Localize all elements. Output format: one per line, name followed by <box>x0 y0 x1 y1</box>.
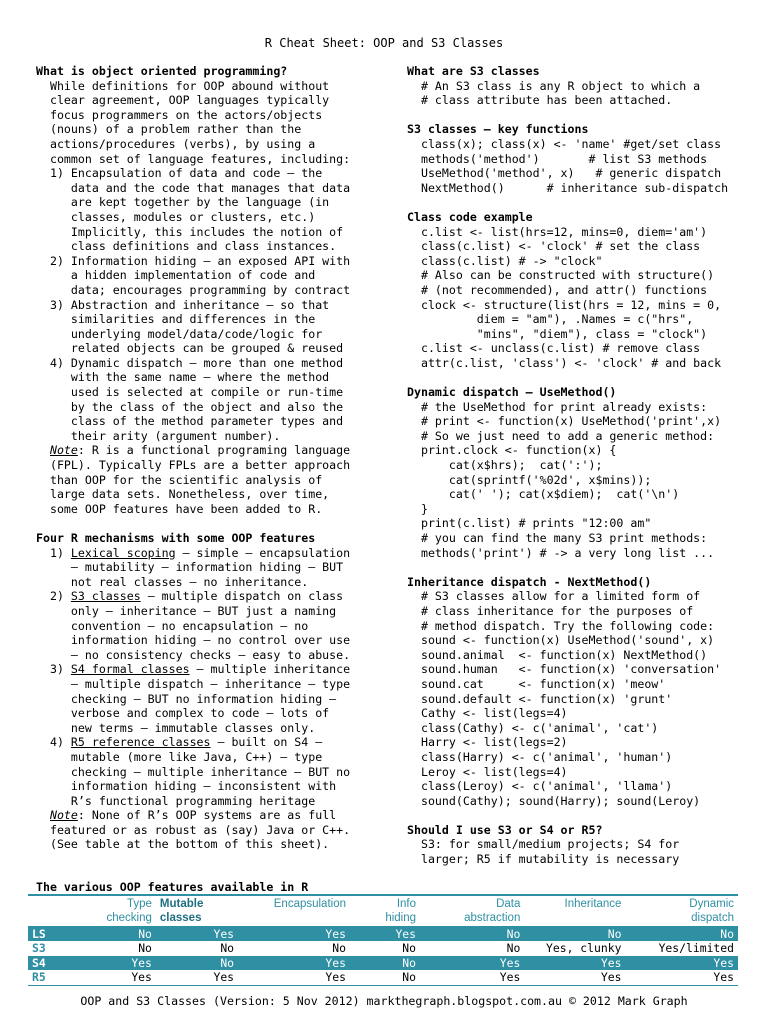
text-line: – no consistency checks – easy to abuse. <box>36 647 351 662</box>
footer: OOP and S3 Classes (Version: 5 Nov 2012) markthegraph.blogspot.com.au © 2012 Mark Graph <box>80 994 688 1008</box>
text-line: data and the code that manages that data <box>36 180 351 195</box>
oop-heading: What is object oriented programming? <box>36 64 288 78</box>
text-line: cat(sprintf('%02d', x$mins)); <box>407 472 652 487</box>
lexical-scoping-link: Lexical scoping <box>70 545 176 560</box>
text-line: class(c.list) # -> "clock" <box>407 253 603 268</box>
should-i-use-text <box>407 837 747 866</box>
table-header: Info hiding <box>385 898 417 924</box>
s4-formal-classes-link: S4 formal classes <box>70 662 190 677</box>
text-line: information hiding – inconsistent with <box>36 779 337 794</box>
text-line: 4) Dynamic dispatch – more than one method <box>36 355 344 370</box>
text-line: # So we just need to add a generic method: <box>407 428 715 443</box>
text-line: only – inheritance – BUT just a naming <box>36 603 337 618</box>
table-row: R5 Yes Yes Yes No Yes Yes Yes <box>28 970 738 985</box>
text-line: larger; R5 if mutability is necessary <box>407 852 680 867</box>
text-line: their arity (argument number). <box>36 428 281 443</box>
text-line: class(Leroy) <- c('animal', 'llama') <box>407 779 673 794</box>
text-line: some OOP features have been added to R. <box>36 501 323 516</box>
page-title: R Cheat Sheet: OOP and S3 Classes <box>264 36 504 50</box>
r5-reference-classes-link: R5 reference classes <box>70 735 211 750</box>
right-column <box>407 64 747 867</box>
text-line: – mutability – information hiding – BUT <box>36 560 344 575</box>
mechanism-s4-classes: 3) S4 formal classes – multiple inheritance <box>36 662 351 677</box>
table-header: Inheritance <box>564 898 622 910</box>
text-line: related objects can be grouped & reused <box>36 341 344 356</box>
text-line: sound.human <- function(x) 'conversation' <box>407 662 722 677</box>
text-line: mutable (more like Java, C++) – type <box>36 749 323 764</box>
class-example-code <box>407 225 747 371</box>
text-line: used is selected at compile or run-time <box>36 385 344 400</box>
text-line: # the UseMethod for print already exists: <box>407 399 708 414</box>
text-line: not real classes – no inheritance. <box>36 574 309 589</box>
text-line: } <box>407 501 428 516</box>
text-line: 3) Abstraction and inheritance – so that <box>36 297 330 312</box>
text-line: class of the method parameter types and <box>36 414 344 429</box>
text-line: large data sets. Nonetheless, over time, <box>36 487 330 502</box>
note-label: Note <box>49 808 78 823</box>
text-line: sound.cat <- function(x) 'meow' <box>407 676 666 691</box>
text-line: print(c.list) # prints "12:00 am" <box>407 516 652 531</box>
table-header: Data abstraction <box>464 898 521 924</box>
inheritance-heading: Inheritance dispatch - NextMethod() <box>407 574 652 589</box>
text-line: underlying model/data/code/logic for <box>36 326 323 341</box>
text-line: sound.animal <- function(x) NextMethod() <box>407 647 708 662</box>
table-header: Encapsulation <box>273 898 346 910</box>
table-row: S4 Yes No Yes No Yes Yes Yes <box>28 956 738 970</box>
text-line: class(Cathy) <- c('animal', 'cat') <box>407 720 659 735</box>
text-line: sound(Cathy); sound(Harry); sound(Leroy) <box>407 793 701 808</box>
mechanism-s3-classes: 2) S3 classes – multiple dispatch on class <box>36 589 344 604</box>
table-header: Type checking <box>106 898 152 924</box>
text-line: new terms – immutable classes only. <box>36 720 316 735</box>
mechanisms-heading: Four R mechanisms with some OOP features <box>36 531 316 545</box>
text-line: S3: for small/medium projects; S4 for <box>407 837 680 852</box>
text-line: (nouns) of a problem rather than the <box>36 122 302 137</box>
text-line: Implicitly, this includes the notion of <box>36 224 344 239</box>
inheritance-code <box>407 589 747 808</box>
mechanism-r5-classes: 4) R5 reference classes – built on S4 – <box>36 735 323 750</box>
oop-definition-block <box>36 79 396 444</box>
text-line: a hidden implementation of code and <box>36 268 316 283</box>
text-line: are kept together by the language (in <box>36 195 330 210</box>
text-line: c.list <- unclass(c.list) # remove class <box>407 341 701 356</box>
text-line: sound.default <- function(x) 'grunt' <box>407 691 673 706</box>
s3-heading: What are S3 classes <box>407 64 540 78</box>
text-line: class(x); class(x) <- 'name' #get/set class <box>407 136 722 151</box>
text-line: # method dispatch. Try the following code: <box>407 618 715 633</box>
text-line: clock <- structure(list(hrs = 12, mins = 0, <box>407 297 722 312</box>
table-header: Dynamic dispatch <box>689 898 734 924</box>
text-line: diem = "am"), .Names = c("hrs", <box>407 312 694 327</box>
text-line: Cathy <- list(legs=4) <box>407 706 568 721</box>
text-line: data; encourages programming by contract <box>36 282 351 297</box>
left-column <box>36 64 396 852</box>
text-line: # you can find the many S3 print methods: <box>407 531 708 545</box>
text-line: # An S3 class is any R object to which a <box>407 78 701 93</box>
text-line: verbose and complex to code – lots of <box>36 706 330 721</box>
note-oop-systems: Note: None of R’s OOP systems are as full <box>49 808 337 823</box>
text-line: (See table at the bottom of this sheet). <box>36 837 330 852</box>
text-line: by the class of the object and also the <box>36 399 344 414</box>
text-line: methods('print') # -> a very long list ... <box>407 545 715 560</box>
table-row: LS No Yes Yes Yes No No No <box>28 927 738 942</box>
text-line: than OOP for the scientific analysis of <box>36 472 323 487</box>
text-line: with the same name – where the method <box>36 370 330 385</box>
text-line: classes, modules or clusters, etc.) <box>36 209 316 224</box>
text-line: Harry <- list(legs=2) <box>407 735 568 750</box>
note-label: Note <box>49 443 78 458</box>
should-i-use-heading: Should I use S3 or S4 or R5? <box>407 822 603 837</box>
text-line: # print <- function(x) UseMethod('print',x) <box>407 414 722 429</box>
text-line: R’s functional programming heritage <box>36 793 316 808</box>
text-line: actions/procedures (verbs), by using a <box>36 136 316 151</box>
text-line: c.list <- list(hrs=12, mins=0, diem='am') <box>407 224 708 239</box>
note-fpl: Note: R is a functional programing language <box>49 443 351 458</box>
text-line: # (not recommended), and attr() functions <box>407 282 708 297</box>
text-line: similarities and differences in the <box>36 312 316 327</box>
mechanism-lexical-scoping: 1) Lexical scoping – simple – encapsulation <box>36 545 351 560</box>
text-line: class definitions and class instances. <box>36 239 337 254</box>
text-line: information hiding – no control over use <box>36 633 351 648</box>
text-line: (FPL). Typically FPLs are a better approach <box>36 458 351 473</box>
oop-features-table <box>28 894 738 986</box>
text-line: clear agreement, OOP languages typically <box>36 93 330 108</box>
text-line: 1) Encapsulation of data and code – the <box>36 166 323 181</box>
text-line: – multiple dispatch – inheritance – type <box>36 676 351 691</box>
text-line: class(c.list) <- 'clock' # set the class <box>407 239 701 254</box>
note-fpl-lines <box>36 458 396 516</box>
dynamic-dispatch-code <box>407 400 747 561</box>
text-line: convention – no encapsulation – no <box>36 618 309 633</box>
text-line: methods('method') # list S3 methods <box>407 151 708 166</box>
dynamic-dispatch-heading: Dynamic dispatch – UseMethod() <box>407 385 617 400</box>
text-line: UseMethod('method', x) # generic dispatch <box>407 166 722 181</box>
text-line: # S3 classes allow for a limited form of <box>407 589 701 604</box>
text-line: # Also can be constructed with structure() <box>407 268 715 283</box>
text-line: "mins", "diem"), class = "clock") <box>407 326 708 341</box>
key-functions-heading: S3 classes – key functions <box>407 122 589 137</box>
text-line: common set of language features, including: <box>36 151 351 166</box>
text-line: cat(x$hrs); cat(':'); <box>407 458 603 473</box>
class-example-heading: Class code example <box>407 209 533 224</box>
table-header <box>28 895 72 927</box>
text-line: # class attribute has been attached. <box>407 93 673 108</box>
text-line: NextMethod() # inheritance sub-dispatch <box>407 180 729 195</box>
text-line: focus programmers on the actors/objects <box>36 107 323 122</box>
text-line: checking – BUT no information hiding – <box>36 691 337 706</box>
table-title: The various OOP features available in R <box>36 880 309 894</box>
s3-classes-link: S3 classes <box>70 589 141 604</box>
text-line: 2) Information hiding – an exposed API with <box>36 253 351 268</box>
text-line: checking – multiple inheritance – BUT no <box>36 764 351 779</box>
text-line: While definitions for OOP abound without <box>36 78 330 93</box>
text-line: sound <- function(x) UseMethod('sound', x) <box>407 633 715 648</box>
text-line: featured or as robust as (say) Java or C++. <box>36 822 351 837</box>
s3-definition <box>407 79 747 108</box>
text-line: cat(' '); cat(x$diem); cat('\n') <box>407 487 680 502</box>
text-line: Leroy <- list(legs=4) <box>407 764 568 779</box>
text-line: class(Harry) <- c('animal', 'human') <box>407 749 673 764</box>
text-line: attr(c.list, 'class') <- 'clock' # and back <box>407 355 722 370</box>
table-row: S3 No No No No No Yes, clunky Yes/limited <box>32 941 734 956</box>
key-functions-code <box>407 137 747 195</box>
table-header: Mutable classes <box>159 898 204 924</box>
text-line: print.clock <- function(x) { <box>407 443 617 458</box>
text-line: # class inheritance for the purposes of <box>407 603 694 618</box>
table-header-row <box>28 895 738 927</box>
